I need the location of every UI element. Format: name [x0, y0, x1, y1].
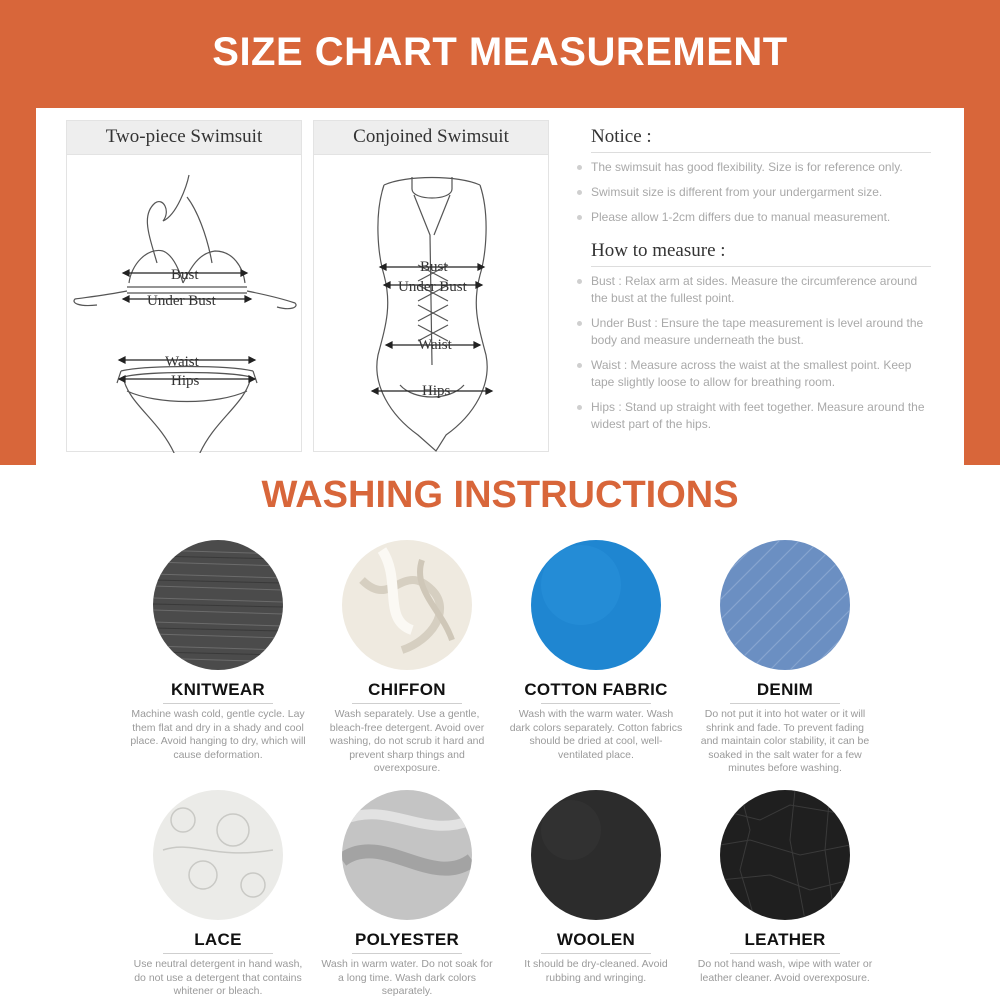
fabric-divider [352, 703, 462, 704]
fabric-leather [695, 790, 875, 985]
two-piece-diagram [66, 120, 302, 452]
two-piece-label-waist: Waist [165, 354, 199, 370]
fabric-name: POLYESTER [354, 930, 460, 949]
how-to-measure-divider [591, 266, 931, 267]
fabric-denim [695, 540, 875, 776]
fabric-desc: Wash in warm water. Do not soak for a long time. Wash dark colors separately. [321, 958, 493, 997]
fabric-cotton [506, 540, 686, 762]
fabric-desc: Do not hand wash, wipe with water or leather cleaner. Avoid overexposure. [697, 958, 873, 984]
two-piece-title: Two-piece Swimsuit [67, 121, 301, 155]
size-chart-panel [36, 108, 964, 465]
two-piece-label-bust: Bust [171, 267, 199, 283]
fabric-polyester [317, 790, 497, 999]
notice-item: The swimsuit has good flexibility. Size is for reference only. [591, 159, 931, 176]
fabric-desc: Do not put it into hot water or it will shrink and fade. To prevent fading and maintain color stability, it can be soaked in the salt water for a few minutes before washing. [700, 708, 870, 774]
bullet-icon [577, 215, 582, 220]
fabric-divider [163, 953, 273, 954]
measure-item-waist: Waist : Measure across the waist at the smallest point. Keep tape slightly loose to allow for breathing room. [591, 357, 931, 391]
conjoined-label-waist: Waist [418, 337, 452, 353]
chiffon-swatch [342, 540, 472, 670]
fabric-desc: Wash separately. Use a gentle, bleach-free detergent. Avoid over washing, do not scrub it hard and prevent sharp things and overexposure. [329, 708, 485, 774]
notice-section [591, 126, 931, 441]
how-to-measure-title: How to measure : [591, 240, 726, 261]
fabric-desc: Machine wash cold, gentle cycle. Lay them flat and dry in a shady and cool place. Avoid hanging to dry, which will cause deformation. [130, 708, 306, 761]
two-piece-label-under-bust: Under Bust [147, 293, 216, 309]
fabric-name: DENIM [756, 680, 814, 699]
knitwear-swatch [153, 540, 283, 670]
notice-title: Notice : [591, 126, 652, 147]
notice-item: Please allow 1-2cm differs due to manual measurement. [591, 209, 931, 226]
fabric-divider [730, 703, 840, 704]
fabric-divider [163, 703, 273, 704]
fabric-chiffon [317, 540, 497, 776]
conjoined-illustration [314, 155, 550, 453]
page-title: SIZE CHART MEASUREMENT [212, 30, 788, 74]
fabric-desc: Use neutral detergent in hand wash, do not use a detergent that contains whitener or bleach. [133, 958, 303, 997]
fabric-lace [128, 790, 308, 999]
denim-swatch [720, 540, 850, 670]
measure-item-under-bust: Under Bust : Ensure the tape measurement is level around the body and measure underneath the bust. [591, 315, 931, 349]
fabric-name: KNITWEAR [171, 680, 265, 699]
two-piece-illustration [67, 155, 303, 453]
two-piece-label-hips: Hips [171, 373, 200, 389]
fabric-name: WOOLEN [556, 930, 636, 949]
fabric-divider [541, 703, 651, 704]
conjoined-title: Conjoined Swimsuit [314, 121, 548, 155]
fabric-divider [730, 953, 840, 954]
fabric-name: COTTON FABRIC [524, 680, 668, 699]
notice-item: Swimsuit size is different from your undergarment size. [591, 184, 931, 201]
fabric-divider [352, 953, 462, 954]
bullet-icon [577, 165, 582, 170]
bullet-icon [577, 405, 582, 410]
leather-swatch [720, 790, 850, 920]
bullet-icon [577, 363, 582, 368]
conjoined-label-hips: Hips [422, 383, 451, 399]
lace-swatch [153, 790, 283, 920]
conjoined-diagram [313, 120, 549, 452]
bullet-icon [577, 321, 582, 326]
bullet-icon [577, 190, 582, 195]
bullet-icon [577, 279, 582, 284]
fabric-desc: It should be dry-cleaned. Avoid rubbing and wringing. [524, 958, 668, 984]
fabric-name: CHIFFON [368, 680, 446, 699]
notice-divider [591, 152, 931, 153]
measure-item-hips: Hips : Stand up straight with feet together. Measure around the widest part of the hips. [591, 399, 931, 433]
conjoined-label-bust: Bust [420, 259, 448, 275]
fabric-divider [541, 953, 651, 954]
washing-title: WASHING INSTRUCTIONS [261, 474, 739, 516]
fabric-name: LACE [194, 930, 242, 949]
fabric-knitwear [128, 540, 308, 762]
fabric-name: LEATHER [744, 930, 826, 949]
measure-item-bust: Bust : Relax arm at sides. Measure the circumference around the bust at the fullest point. [591, 273, 931, 307]
fabric-woolen [506, 790, 686, 985]
fabric-desc: Wash with the warm water. Wash dark colors separately. Cotton fabrics should be dried at cool, well-ventilated place. [509, 708, 683, 761]
woolen-swatch [531, 790, 661, 920]
conjoined-label-under-bust: Under Bust [398, 279, 467, 295]
cotton-swatch [531, 540, 661, 670]
polyester-swatch [342, 790, 472, 920]
